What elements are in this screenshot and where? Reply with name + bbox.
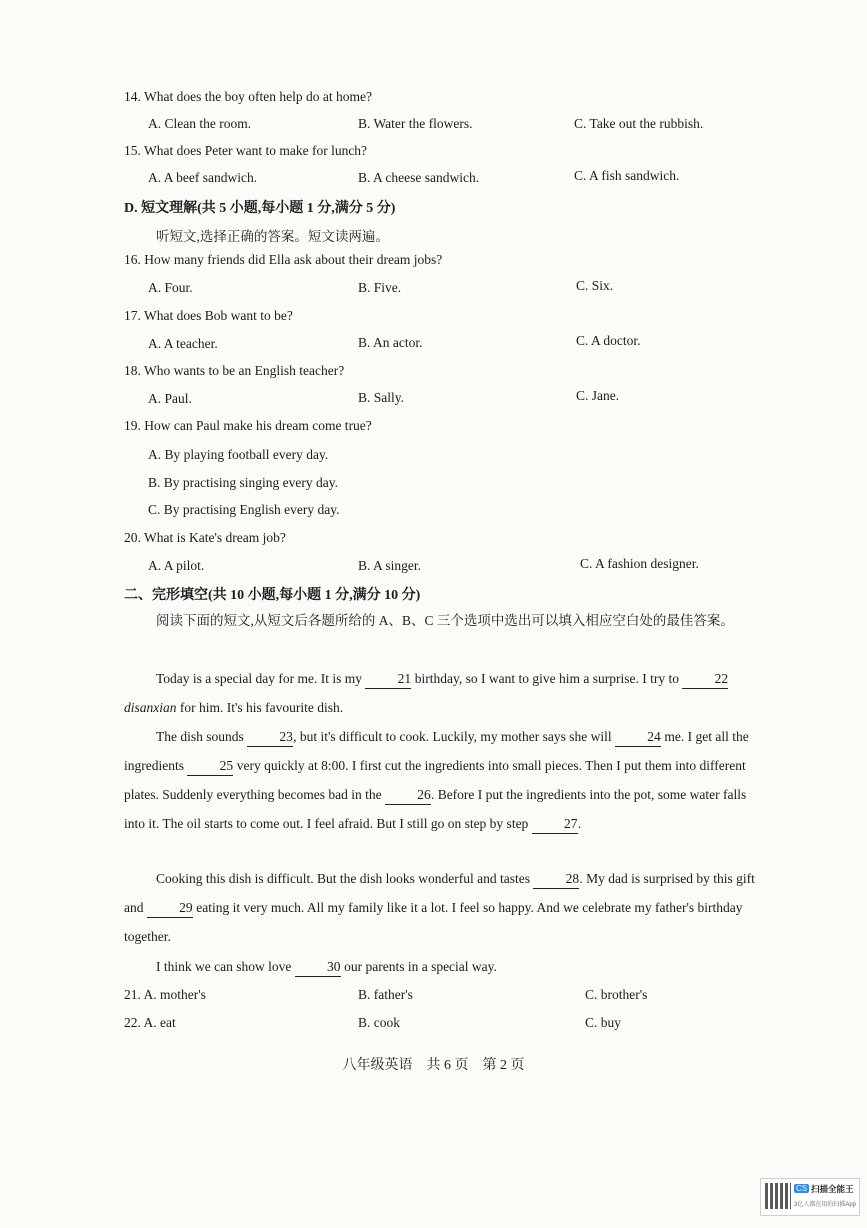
option-19c: C. By practising English every day. bbox=[148, 502, 340, 517]
option-15a: A. A beef sandwich. bbox=[148, 170, 258, 185]
blank-27: 27 bbox=[532, 815, 578, 834]
option-21c: C. brother's bbox=[585, 987, 648, 1002]
p3-text-2: . My dad is surprised by this gift and bbox=[124, 871, 755, 915]
p2-text-3: me. I get all the ingredients bbox=[124, 729, 749, 773]
scanner-watermark bbox=[760, 1178, 860, 1216]
question-19: 19. How can Paul make his dream come true? bbox=[124, 418, 372, 433]
p3-text-1: Cooking this dish is difficult. But the dish looks wonderful and tastes bbox=[156, 871, 530, 886]
p1-text-2: birthday, so I want to give him a surprise. I try to bbox=[414, 671, 679, 686]
blank-26: 26 bbox=[385, 786, 431, 805]
option-16c: C. Six. bbox=[576, 278, 614, 293]
option-14c: C. Take out the rubbish. bbox=[574, 116, 704, 131]
p3-text-3: eating it very much. All my family like it a lot. I feel so happy. And we celebrate my father's birthday together. bbox=[124, 900, 743, 944]
option-19b: B. By practising singing every day. bbox=[148, 475, 338, 490]
question-20: 20. What is Kate's dream job? bbox=[124, 530, 286, 545]
cloze-paragraph-1 bbox=[124, 664, 764, 722]
option-21a: 21. A. mother's bbox=[124, 987, 206, 1002]
blank-24: 24 bbox=[615, 728, 661, 747]
question-14: 14. What does the boy often help do at home? bbox=[124, 89, 372, 104]
scanner-tagline: 3亿人都在用的扫描App bbox=[794, 1202, 857, 1208]
cloze-paragraph-3 bbox=[124, 864, 764, 951]
page-footer: 八年级英语 共 6 页 第 2 页 bbox=[342, 1058, 525, 1073]
option-22c: C. buy bbox=[585, 1015, 622, 1030]
option-20a: A. A pilot. bbox=[148, 558, 205, 573]
option-18b: B. Sally. bbox=[358, 390, 405, 405]
scanner-brand: 扫描全能王 bbox=[811, 1184, 854, 1194]
blank-23: 23 bbox=[247, 728, 293, 747]
p2-text-5: . Before I put the ingredients into the pot, some water falls into it. The oil starts to come out. I feel afraid. But I still go on step by step bbox=[124, 787, 747, 831]
option-14a: A. Clean the room. bbox=[148, 116, 252, 131]
section-d-title: D. 短文理解(共 5 小题,每小题 1 分,满分 5 分) bbox=[124, 201, 396, 216]
p2-text-2: , but it's difficult to cook. Luckily, my mother says she will bbox=[293, 729, 612, 744]
option-20b: B. A singer. bbox=[358, 558, 422, 573]
question-16: 16. How many friends did Ella ask about their dream jobs? bbox=[124, 252, 443, 267]
p4-text-1: I think we can show love bbox=[156, 959, 292, 974]
p2-text-1: The dish sounds bbox=[156, 729, 244, 744]
option-18a: A. Paul. bbox=[148, 391, 192, 406]
option-17a: A. A teacher. bbox=[148, 336, 218, 351]
qr-code-icon bbox=[765, 1183, 791, 1209]
option-14b: B. Water the flowers. bbox=[358, 116, 473, 131]
p1-text-1: Today is a special day for me. It is my bbox=[156, 671, 363, 686]
blank-28: 28 bbox=[533, 870, 579, 889]
cloze-instruction: 阅读下面的短文,从短文后各题所给的 A、B、C 三个选项中选出可以填入相应空白处的最佳答案。 bbox=[156, 613, 734, 628]
blank-30: 30 bbox=[295, 958, 341, 977]
cloze-paragraph-2 bbox=[124, 722, 764, 838]
question-15: 15. What does Peter want to make for lunch? bbox=[124, 143, 368, 158]
option-20c: C. A fashion designer. bbox=[580, 556, 699, 571]
p2-text-6: . bbox=[577, 816, 582, 831]
option-21b: B. father's bbox=[358, 987, 413, 1002]
blank-22: 22 bbox=[682, 670, 728, 689]
camscanner-badge: CS bbox=[796, 1184, 808, 1193]
section-d-instruction: 听短文,选择正确的答案。短文读两遍。 bbox=[156, 229, 389, 244]
question-18: 18. Who wants to be an English teacher? bbox=[124, 363, 345, 378]
option-15c: C. A fish sandwich. bbox=[574, 168, 680, 183]
dish-name: disanxian bbox=[124, 700, 177, 715]
option-15b: B. A cheese sandwich. bbox=[358, 170, 480, 185]
option-19a: A. By playing football every day. bbox=[148, 447, 329, 462]
p4-text-2: our parents in a special way. bbox=[344, 959, 497, 974]
option-16b: B. Five. bbox=[358, 280, 402, 295]
option-16a: A. Four. bbox=[148, 280, 193, 295]
option-17c: C. A doctor. bbox=[576, 333, 641, 348]
p1-text-3: for him. It's his favourite dish. bbox=[179, 700, 344, 715]
blank-29: 29 bbox=[147, 899, 193, 918]
option-22a: 22. A. eat bbox=[124, 1015, 176, 1030]
p2-text-4: very quickly at 8:00. I first cut the ingredients into small pieces. Then I put them into different plates. Suddenly everything becomes bad in the bbox=[124, 758, 746, 802]
option-18c: C. Jane. bbox=[576, 388, 620, 403]
cloze-title: 二、完形填空(共 10 小题,每小题 1 分,满分 10 分) bbox=[124, 588, 421, 603]
option-22b: B. cook bbox=[358, 1015, 400, 1030]
blank-25: 25 bbox=[187, 757, 233, 776]
option-17b: B. An actor. bbox=[358, 335, 423, 350]
cloze-paragraph-4 bbox=[124, 952, 764, 981]
blank-21: 21 bbox=[365, 670, 411, 689]
question-17: 17. What does Bob want to be? bbox=[124, 308, 293, 323]
